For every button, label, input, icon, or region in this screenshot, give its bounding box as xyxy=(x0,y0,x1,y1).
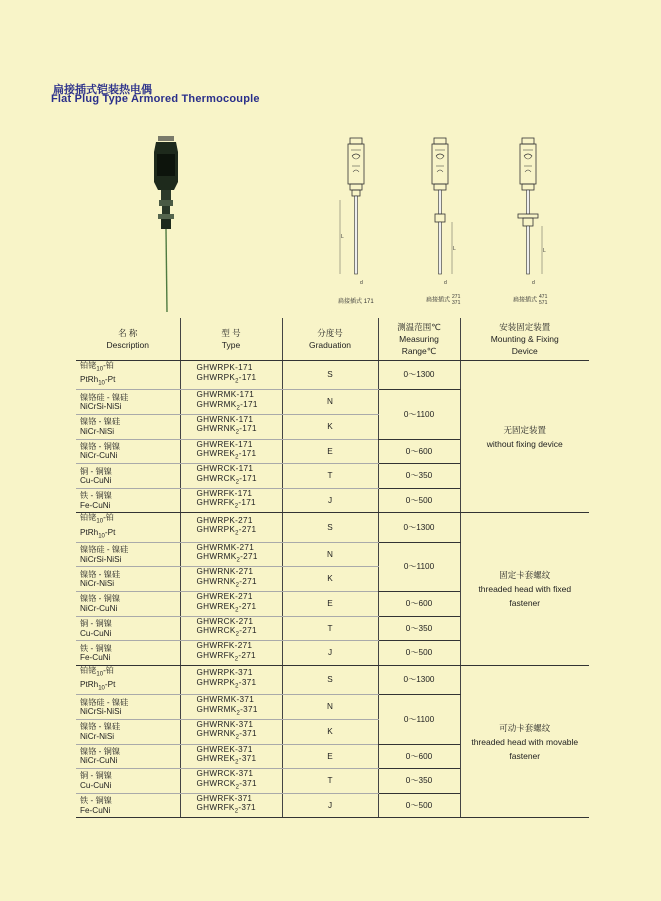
range-cell: 0～1100 xyxy=(378,542,460,591)
range-cell: 0～1100 xyxy=(378,390,460,439)
type-cell: GHWRPK-271 $GHWRPK_2-271$ xyxy=(180,513,282,542)
type-cell: GHWRNK-171 $GHWRNK_2-171$ xyxy=(180,414,282,439)
range-cell: 0～1300 xyxy=(378,665,460,694)
graduation-cell: J xyxy=(282,641,378,666)
material-cell: 铂铑$_{10}$-铂 PtRh$_{10}$-Pt xyxy=(76,665,180,694)
graduation-cell: N xyxy=(282,542,378,567)
type-cell: GHWREK-171 $GHWREK_2-171$ xyxy=(180,439,282,464)
graduation-cell: S xyxy=(282,665,378,694)
range-cell: 0～1300 xyxy=(378,361,460,390)
table-row xyxy=(76,665,589,694)
type-cell: GHWRNK-271 $GHWRNK_2-271$ xyxy=(180,567,282,592)
type-cell: GHWREK-271 $GHWREK_2-271$ xyxy=(180,592,282,617)
drawing-171-caption: 扁接插式 171 xyxy=(338,299,374,305)
graduation-cell: S xyxy=(282,513,378,542)
header-description: 名 称 Description xyxy=(76,318,180,361)
graduation-cell: K xyxy=(282,719,378,744)
material-cell: 镍铬 - 镍硅 NiCr-NiSi xyxy=(76,567,180,592)
header-graduation: 分度号 Graduation xyxy=(282,318,378,361)
spec-table xyxy=(76,318,589,818)
drawing-271-length-label: L xyxy=(453,246,456,252)
material-cell: 铁 - 铜镍 Fe-CuNi xyxy=(76,793,180,818)
type-cell: GHWRCK-371 $GHWRCK_2-371$ xyxy=(180,769,282,794)
material-cell: 铁 - 铜镍 Fe-CuNi xyxy=(76,641,180,666)
range-cell: 0～600 xyxy=(378,439,460,464)
material-cell: 镍铬 - 铜镍 NiCr-CuNi xyxy=(76,592,180,617)
material-cell: 铜 - 铜镍 Cu-CuNi xyxy=(76,616,180,641)
material-cell: 镍铬硅 - 镍硅 NiCrSi-NiSi xyxy=(76,695,180,720)
material-cell: 镍铬 - 镍硅 NiCr-NiSi xyxy=(76,414,180,439)
range-cell: 0～350 xyxy=(378,616,460,641)
graduation-cell: E xyxy=(282,744,378,769)
graduation-cell: E xyxy=(282,592,378,617)
range-cell: 0～500 xyxy=(378,793,460,818)
drawing-171-length-label: L xyxy=(341,234,344,240)
type-cell: GHWRMK-371 $GHWRMK_2-371$ xyxy=(180,695,282,720)
material-cell: 镍铬 - 铜镍 NiCr-CuNi xyxy=(76,439,180,464)
thermocouple-photo xyxy=(148,134,184,314)
material-cell: 铂铑$_{10}$-铂 PtRh$_{10}$-Pt xyxy=(76,361,180,390)
range-cell: 0～500 xyxy=(378,641,460,666)
type-cell: GHWRMK-171 $GHWRMK_2-171$ xyxy=(180,390,282,415)
material-cell: 镍铬硅 - 镍硅 NiCrSi-NiSi xyxy=(76,390,180,415)
graduation-cell: K xyxy=(282,414,378,439)
range-cell: 0～350 xyxy=(378,464,460,489)
drawing-271-371 xyxy=(414,134,470,308)
type-cell: GHWRNK-371 $GHWRNK_2-371$ xyxy=(180,719,282,744)
range-cell: 0～600 xyxy=(378,592,460,617)
type-cell: GHWRFK-171 $GHWRFK_2-171$ xyxy=(180,488,282,513)
material-cell: 铜 - 铜镍 Cu-CuNi xyxy=(76,769,180,794)
header-range: 测温范围℃ Measuring Range℃ xyxy=(378,318,460,361)
type-cell: GHWRPK-171 $GHWRPK_2-171$ xyxy=(180,361,282,390)
table-header-row xyxy=(76,318,589,361)
graduation-cell: T xyxy=(282,769,378,794)
range-cell: 0～500 xyxy=(378,488,460,513)
graduation-cell: E xyxy=(282,439,378,464)
drawing-471-diameter-label: d xyxy=(532,280,535,286)
type-cell: GHWREK-371 $GHWREK_2-371$ xyxy=(180,744,282,769)
type-cell: GHWRMK-271 $GHWRMK_2-271$ xyxy=(180,542,282,567)
drawing-171 xyxy=(330,134,386,308)
drawing-271-diameter-label: d xyxy=(444,280,447,286)
table-row xyxy=(76,361,589,390)
material-cell: 铜 - 铜镍 Cu-CuNi xyxy=(76,464,180,489)
graduation-cell: K xyxy=(282,567,378,592)
drawing-471-length-label: L xyxy=(543,248,546,254)
material-cell: 铁 - 铜镍 Fe-CuNi xyxy=(76,488,180,513)
drawing-471-571 xyxy=(502,134,558,308)
range-cell: 0～1300 xyxy=(378,513,460,542)
range-cell: 0～600 xyxy=(378,744,460,769)
graduation-cell: T xyxy=(282,464,378,489)
drawing-171-diameter-label: d xyxy=(360,280,363,286)
range-cell: 0～1100 xyxy=(378,695,460,744)
material-cell: 镍铬 - 镍硅 NiCr-NiSi xyxy=(76,719,180,744)
type-cell: GHWRCK-171 $GHWRCK_2-171$ xyxy=(180,464,282,489)
type-cell: GHWRFK-271 $GHWRFK_2-271$ xyxy=(180,641,282,666)
table-row xyxy=(76,513,589,542)
mounting-cell: 可动卡套螺纹 threaded head with movable fastener xyxy=(460,665,589,817)
page-title-en: Flat Plug Type Armored Thermocouple xyxy=(51,93,260,105)
graduation-cell: N xyxy=(282,695,378,720)
material-cell: 镍铬硅 - 镍硅 NiCrSi-NiSi xyxy=(76,542,180,567)
type-cell: GHWRFK-371 $GHWRFK_2-371$ xyxy=(180,793,282,818)
material-cell: 镍铬 - 铜镍 NiCr-CuNi xyxy=(76,744,180,769)
header-mounting: 安装固定装置 Mounting & Fixing Device xyxy=(460,318,589,361)
mounting-cell: 无固定装置 without fixing device xyxy=(460,361,589,513)
mounting-cell: 固定卡套螺纹 threaded head with fixed fastener xyxy=(460,513,589,665)
type-cell: GHWRCK-271 $GHWRCK_2-271$ xyxy=(180,616,282,641)
drawing-471-571-caption: 扁接插式 471 571 xyxy=(513,294,548,306)
graduation-cell: S xyxy=(282,361,378,390)
header-type: 型 号 Type xyxy=(180,318,282,361)
graduation-cell: J xyxy=(282,793,378,818)
graduation-cell: N xyxy=(282,390,378,415)
material-cell: 铂铑$_{10}$-铂 PtRh$_{10}$-Pt xyxy=(76,513,180,542)
type-cell: GHWRPK-371 $GHWRPK_2-371$ xyxy=(180,665,282,694)
range-cell: 0～350 xyxy=(378,769,460,794)
graduation-cell: T xyxy=(282,616,378,641)
drawing-271-371-caption: 扁接插式 271 371 xyxy=(426,294,461,306)
page-title-cn: 扁接插式铠装热电偶 xyxy=(53,84,152,96)
graduation-cell: J xyxy=(282,488,378,513)
